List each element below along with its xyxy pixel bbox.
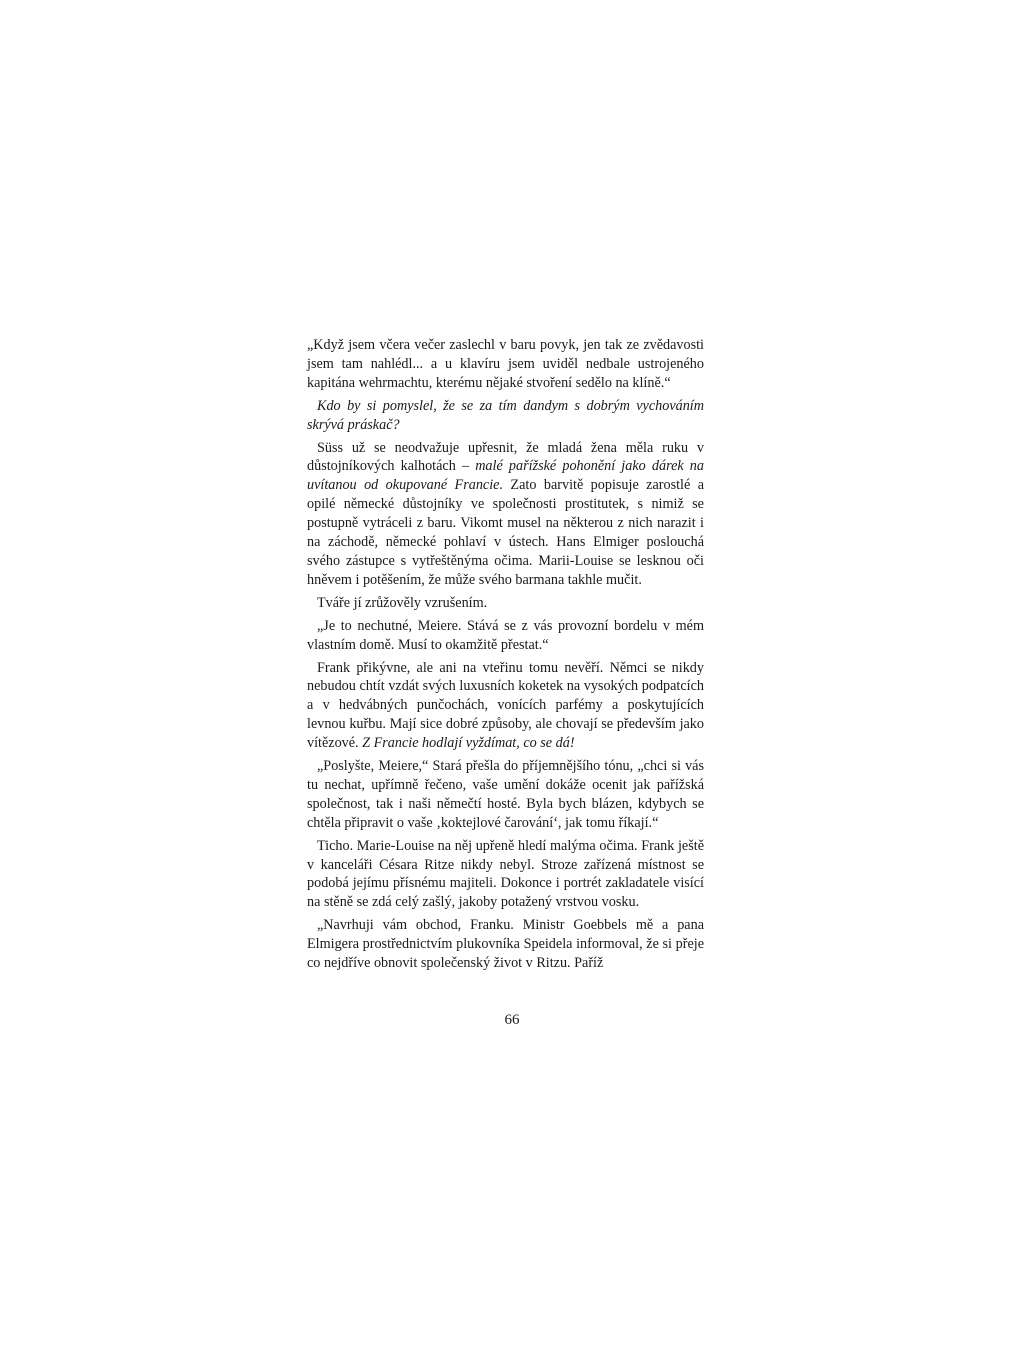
- italic-run: Kdo by si pomyslel, že se za tím dandym s dobrým vychováním skrývá práskač?: [307, 397, 704, 433]
- text-run: „Když jsem včera večer zaslechl v baru povyk, jen tak ze zvědavosti jsem tam nahlédl... a u klavíru jsem uviděl nedbale ustrojeného kapitána wehrmachtu, kterému nějaké stvoření sedělo na klíně.“: [307, 337, 704, 391]
- text-run: „Navrhuji vám obchod, Franku. Ministr Goebbels mě a pana Elmigera prostřednictvím plukovníka Speidela informoval, že si přeje co nejdříve obnovit společenský život v Ritzu. Paříž: [307, 917, 704, 972]
- page-number: 66: [504, 1012, 520, 1028]
- text-run: Zato barvitě popisuje zarostlé a opilé německé důstojníky ve společnosti prostitutek, s nimiž se postupně vytráceli z baru. Vikomt musel na některou z nich narazit i na záchodě, německé pohlaví v ústech. Hans Elmiger poslouchá svého zástupce s vytřeštěnýma očima. Marii-Louise se lesknou oči hněvem i potěšením, že může svého barmana takhle mučit.: [307, 477, 704, 588]
- paragraph: [307, 757, 704, 833]
- paragraph: [307, 659, 704, 754]
- paragraph: [307, 916, 704, 973]
- italic-run: Z Francie hodlají vyždímat, co se dá!: [362, 735, 575, 752]
- paragraph: [307, 837, 704, 913]
- text-run: „Poslyšte, Meiere,“ Stará přešla do příjemnějšího tónu, „chci si vás tu nechat, upřímně řečeno, vaše umění dokáže ocenit jak pařížská společnost, tak i naši němečtí hosté. Byla bych blázen, kdybych se chtěla připravit o vaše ‚koktejlové čarování‘, jak tomu říkají.“: [307, 758, 704, 831]
- paragraph: [307, 439, 704, 590]
- paragraph: [307, 617, 704, 655]
- text-run: Süss už se neodvažuje upřesnit, že mladá žena měla ruku v důstojníkových kalhotách –: [307, 439, 704, 475]
- text-run: Frank přikývne, ale ani na vteřinu tomu nevěří. Němci se nikdy nebudou chtít vzdát svých luxusních koketek na vysokých podpatcích a v hedvábných punčochách, vonících parfémy a poskytujících levnou kuřbu. Mají sice dobré způsoby, ale chovají se především jako vítězové.: [307, 659, 704, 752]
- paragraph: [307, 397, 704, 435]
- paragraph: [307, 336, 704, 393]
- italic-run: malé pařížské pohonění jako dárek na uvítanou od okupované Francie.: [307, 458, 704, 494]
- text-run: Tváře jí zrůžověly vzrušením.: [317, 594, 488, 611]
- text-run: „Je to nechutné, Meiere. Stává se z vás provozní bordelu v mém vlastním domě. Musí to okamžitě přestat.“: [307, 617, 704, 653]
- paragraph: [307, 594, 704, 613]
- text-run: Ticho. Marie-Louise na něj upřeně hledí malýma očima. Frank ještě v kanceláři Césara Ritze nikdy nebyl. Stroze zařízená místnost se podobá jejímu přísnému majiteli. Dokonce i portrét zakladatele visící na stěně se zdá celý zašlý, jakoby potažený vrstvou vosku.: [307, 837, 704, 911]
- body-text: [307, 336, 704, 973]
